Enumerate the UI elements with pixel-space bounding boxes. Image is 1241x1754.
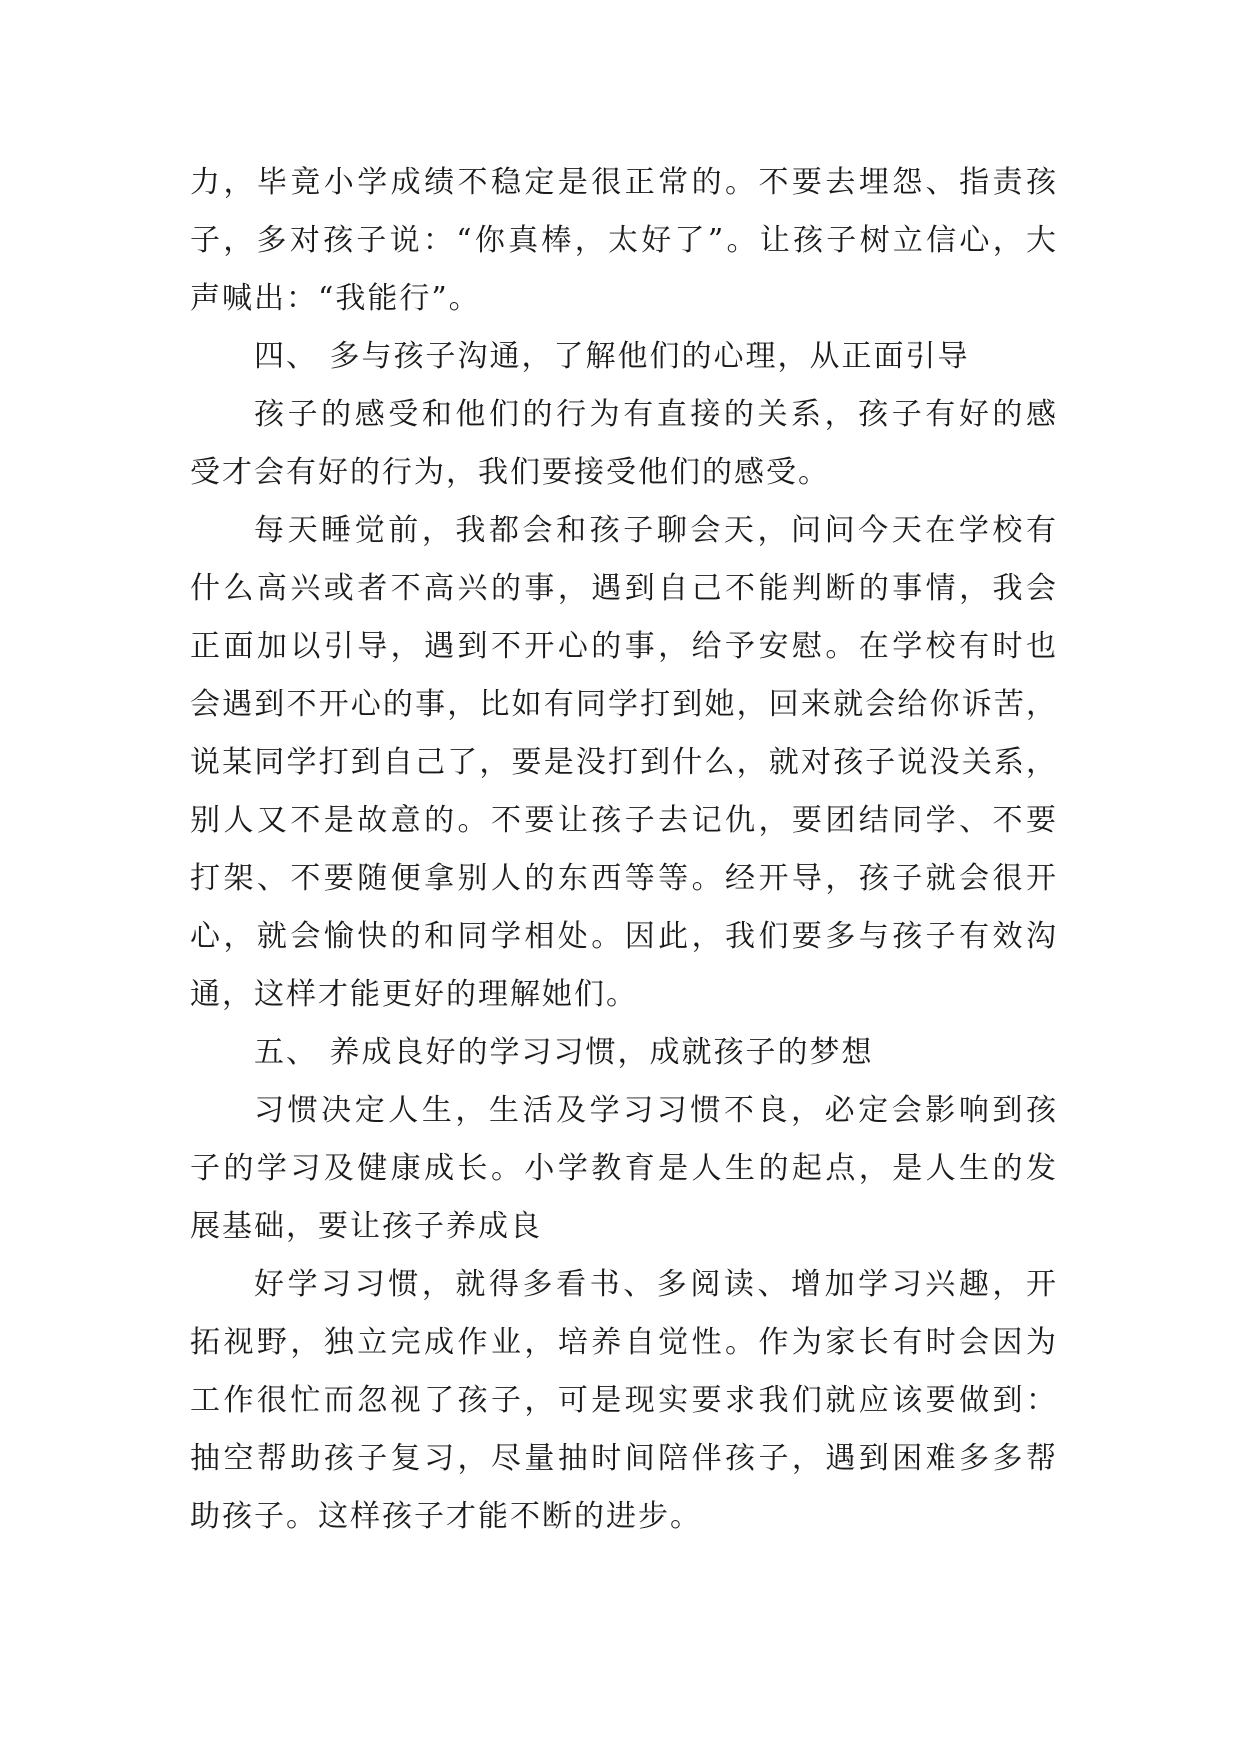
text-line: 受才会有好的行为，我们要接受他们的感受。 — [190, 455, 830, 490]
text-line: 习惯决定人生，生活及学习习惯不良，必定会影响到孩 — [254, 1093, 1058, 1128]
section-heading-5: 五、 养成良好的学习习惯，成就孩子的梦想 — [254, 1035, 874, 1070]
text-line: 子，多对孩子说：“你真棒，太好了”。让孩子树立信心，大 — [190, 223, 1058, 258]
text-line: 每天睡觉前，我都会和孩子聊会天，问问今天在学校有 — [254, 513, 1058, 548]
section-heading-4: 四、 多与孩子沟通，了解他们的心理，从正面引导 — [254, 339, 970, 374]
text-line: 会遇到不开心的事，比如有同学打到她，回来就会给你诉苦， — [190, 687, 1058, 722]
text-line: 打架、不要随便拿别人的东西等等。经开导，孩子就会很开 — [190, 861, 1058, 896]
text-line: 通，这样才能更好的理解她们。 — [190, 977, 638, 1012]
text-line: 助孩子。这样孩子才能不断的进步。 — [190, 1499, 702, 1534]
text-line: 工作很忙而忽视了孩子，可是现实要求我们就应该要做到： — [190, 1383, 1058, 1418]
text-line: 抽空帮助孩子复习，尽量抽时间陪伴孩子，遇到困难多多帮 — [190, 1441, 1058, 1476]
text-line: 声喊出：“我能行”。 — [190, 281, 481, 316]
text-line: 说某同学打到自己了，要是没打到什么，就对孩子说没关系， — [190, 745, 1058, 780]
text-line: 别人又不是故意的。不要让孩子去记仇，要团结同学、不要 — [190, 803, 1058, 838]
text-line: 心，就会愉快的和同学相处。因此，我们要多与孩子有效沟 — [190, 919, 1058, 954]
text-line: 好学习习惯，就得多看书、多阅读、增加学习兴趣，开 — [254, 1267, 1058, 1302]
text-line: 什么高兴或者不高兴的事，遇到自己不能判断的事情，我会 — [190, 571, 1058, 606]
text-line: 拓视野，独立完成作业，培养自觉性。作为家长有时会因为 — [190, 1325, 1058, 1360]
body-text — [190, 154, 1058, 1546]
text-line: 力，毕竟小学成绩不稳定是很正常的。不要去埋怨、指责孩 — [190, 165, 1058, 200]
text-line: 孩子的感受和他们的行为有直接的关系，孩子有好的感 — [254, 397, 1058, 432]
text-line: 展基础，要让孩子养成良 — [190, 1209, 542, 1244]
text-line: 正面加以引导，遇到不开心的事，给予安慰。在学校有时也 — [190, 629, 1058, 664]
text-line: 子的学习及健康成长。小学教育是人生的起点，是人生的发 — [190, 1151, 1058, 1186]
